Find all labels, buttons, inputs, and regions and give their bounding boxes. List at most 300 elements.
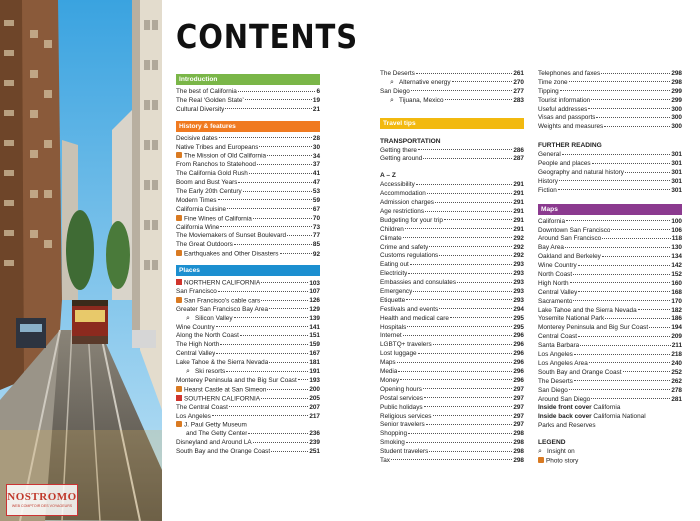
- dot-leader: [623, 371, 671, 372]
- toc-entry-title: [380, 297, 405, 306]
- toc-entry-page: 194: [671, 324, 682, 332]
- photo-story-icon: [176, 297, 182, 303]
- toc-entry-text: Santa Barbara: [538, 342, 580, 350]
- toc-entry-title: [176, 144, 258, 153]
- toc-entry[interactable]: [538, 151, 682, 160]
- toc-entry[interactable]: [176, 106, 320, 115]
- toc-entry[interactable]: [176, 161, 320, 170]
- toc-entry-page: 291: [513, 208, 524, 216]
- photo-story-icon: [176, 215, 182, 221]
- toc-entry[interactable]: [380, 404, 524, 413]
- toc-entry-text: Eating out: [380, 261, 409, 269]
- toc-entry-text: Fine Wines of California: [184, 215, 252, 223]
- toc-entry[interactable]: [538, 253, 682, 262]
- toc-entry[interactable]: [176, 332, 320, 341]
- toc-entry[interactable]: [176, 341, 320, 350]
- dot-leader: [407, 326, 512, 327]
- toc-entry-page: 301: [671, 160, 682, 168]
- dot-leader: [229, 406, 308, 407]
- dot-leader: [226, 371, 308, 372]
- toc-entry[interactable]: [538, 289, 682, 298]
- section-heading-travel-tips: Travel tips: [380, 118, 524, 129]
- toc-entry[interactable]: [380, 217, 524, 226]
- toc-entry-title: [380, 261, 409, 270]
- dot-leader: [398, 371, 512, 372]
- toc-entry[interactable]: [538, 106, 682, 115]
- toc-entry[interactable]: [538, 88, 682, 97]
- toc-entry-page: 295: [513, 314, 524, 322]
- toc-entry[interactable]: [176, 152, 320, 161]
- toc-entry-title: [176, 188, 242, 197]
- dot-leader: [425, 211, 512, 212]
- toc-entry[interactable]: [538, 360, 682, 369]
- toc-entry[interactable]: [176, 206, 320, 215]
- toc-entry[interactable]: [538, 280, 682, 289]
- toc-entry[interactable]: [176, 250, 320, 259]
- toc-entry[interactable]: [380, 190, 524, 199]
- toc-entry-page: 59: [312, 196, 320, 204]
- toc-entry-text: Money: [380, 376, 400, 384]
- toc-entry-text: Sacramento: [538, 297, 573, 305]
- toc-entry-text: The Deserts: [538, 377, 573, 385]
- toc-entry-text: Native Tribes and Europeans: [176, 143, 259, 151]
- toc-entry[interactable]: [176, 324, 320, 333]
- toc-entry[interactable]: [380, 413, 524, 422]
- toc-entry-text: Los Angeles Area: [538, 359, 588, 367]
- toc-entry-text: The Moviemakers of Sunset Boulevard: [176, 232, 287, 240]
- toc-entry-title: [538, 396, 590, 405]
- toc-entry[interactable]: [538, 271, 682, 280]
- section-heading-introduction: Introduction: [176, 74, 320, 85]
- toc-entry[interactable]: [176, 439, 320, 448]
- toc-entry[interactable]: [176, 386, 320, 395]
- toc-entry-page: 296: [513, 376, 524, 384]
- toc-entry[interactable]: [176, 368, 320, 377]
- dot-leader: [406, 442, 512, 443]
- legend-heading: LEGEND: [538, 439, 566, 447]
- toc-entry-title: [176, 170, 248, 179]
- toc-entry[interactable]: [538, 227, 682, 236]
- toc-entry-title: [186, 430, 247, 439]
- toc-entry-title: [380, 147, 417, 156]
- toc-entry[interactable]: [380, 261, 524, 270]
- toc-entry-title: [186, 315, 233, 324]
- toc-entry-page: 218: [671, 351, 682, 359]
- toc-entry[interactable]: [380, 324, 524, 333]
- toc-entry-page: 292: [513, 252, 524, 260]
- toc-entry[interactable]: [538, 70, 682, 79]
- toc-entry[interactable]: [176, 179, 320, 188]
- toc-entry[interactable]: [176, 377, 320, 386]
- toc-entry-page: 6: [316, 88, 320, 95]
- toc-entry-title: [380, 208, 424, 217]
- toc-entry[interactable]: [538, 315, 682, 324]
- toc-entry[interactable]: [380, 439, 524, 448]
- toc-entry[interactable]: [176, 395, 320, 404]
- toc-entry-page: 205: [309, 395, 320, 403]
- toc-entry-page: 296: [513, 368, 524, 376]
- toc-entry-title: [538, 88, 559, 97]
- toc-entry[interactable]: [538, 298, 682, 307]
- toc-entry[interactable]: [176, 288, 320, 297]
- toc-entry[interactable]: [176, 88, 320, 97]
- dot-leader: [218, 199, 312, 200]
- toc-entry[interactable]: [380, 147, 524, 156]
- introduction-list: [176, 88, 320, 115]
- toc-entry[interactable]: [538, 235, 682, 244]
- dot-leader: [591, 99, 670, 100]
- toc-entry-page: 293: [513, 261, 524, 269]
- dot-leader: [589, 362, 671, 363]
- toc-entry-text: Emergency: [380, 288, 413, 296]
- toc-entry-title: [380, 288, 412, 297]
- toc-entry-text: North Coast: [538, 271, 573, 279]
- toc-entry-text: Yosemite National Park: [538, 315, 605, 323]
- toc-entry[interactable]: [380, 430, 524, 439]
- dot-leader: [249, 173, 312, 174]
- toc-entry[interactable]: [176, 430, 320, 439]
- dot-leader: [457, 282, 512, 283]
- toc-entry[interactable]: [380, 368, 524, 377]
- toc-entry[interactable]: [176, 448, 320, 457]
- toc-entry[interactable]: [538, 396, 682, 405]
- toc-entry-title: [538, 333, 577, 342]
- toc-entry-page: 151: [309, 332, 320, 340]
- toc-entry[interactable]: [380, 270, 524, 279]
- toc-entry[interactable]: [538, 218, 682, 227]
- toc-entry[interactable]: [380, 155, 524, 164]
- dot-leader: [558, 189, 671, 190]
- toc-entry-text: Central Valley: [176, 350, 216, 358]
- toc-entry-title: [176, 341, 219, 350]
- toc-entry-text: and The Getty Center: [186, 430, 248, 438]
- toc-entry[interactable]: [380, 244, 524, 253]
- toc-entry-title: [380, 332, 402, 341]
- toc-entry[interactable]: [538, 378, 682, 387]
- toc-entry[interactable]: [176, 404, 320, 413]
- toc-entry[interactable]: [380, 457, 524, 466]
- toc-entry[interactable]: [380, 448, 524, 457]
- toc-entry[interactable]: [538, 244, 682, 253]
- toc-entry-page: 291: [513, 199, 524, 207]
- toc-entry[interactable]: [538, 169, 682, 178]
- toc-entry-title: [176, 250, 279, 259]
- toc-entry-text: Geography and natural history: [538, 169, 624, 177]
- toc-entry[interactable]: [538, 187, 682, 196]
- toc-entry-title: [538, 369, 622, 378]
- toc-entry-page: 53: [312, 188, 320, 196]
- dot-leader: [410, 264, 513, 265]
- dot-leader: [227, 208, 312, 209]
- toc-entry-page: 291: [513, 225, 524, 233]
- toc-entry-page: 200: [309, 386, 320, 394]
- dot-leader: [261, 282, 308, 283]
- toc-entry[interactable]: [176, 279, 320, 288]
- toc-entry[interactable]: [176, 306, 320, 315]
- toc-entry[interactable]: [380, 395, 524, 404]
- toc-entry[interactable]: [380, 421, 524, 430]
- toc-entry-page: 252: [671, 368, 682, 376]
- toc-entry-page: 291: [513, 216, 524, 224]
- toc-entry[interactable]: [176, 97, 320, 106]
- dot-leader: [435, 202, 512, 203]
- toc-entry-page: 70: [312, 215, 320, 223]
- toc-entry-page: 37: [312, 161, 320, 169]
- toc-entry[interactable]: [176, 315, 320, 324]
- toc-entry-page: 34: [312, 152, 320, 160]
- toc-entry-title: [538, 227, 610, 236]
- toc-entry[interactable]: [380, 350, 524, 359]
- toc-entry-text: Central Valley: [538, 288, 578, 296]
- toc-entry-page: 92: [312, 250, 320, 258]
- toc-entry-page: 30: [312, 143, 320, 151]
- toc-entry[interactable]: [538, 351, 682, 360]
- toc-entry[interactable]: [538, 333, 682, 342]
- toc-entry[interactable]: [380, 226, 524, 235]
- toc-entry[interactable]: [380, 288, 524, 297]
- toc-entry-title: [538, 253, 601, 262]
- toc-entry-title: [176, 306, 268, 315]
- toc-entry-title: [538, 351, 573, 360]
- toc-entry-title: [176, 161, 256, 170]
- toc-entry[interactable]: [380, 377, 524, 386]
- toc-entry-page: 107: [309, 288, 320, 296]
- dot-leader: [234, 317, 309, 318]
- insight-icon: ⌕: [390, 96, 394, 104]
- toc-entry[interactable]: [538, 369, 682, 378]
- toc-entry-text: The Deserts: [380, 70, 415, 77]
- toc-entry[interactable]: [380, 332, 524, 341]
- toc-entry-page: 170: [671, 297, 682, 305]
- toc-entry-text: History: [538, 177, 558, 185]
- toc-entry[interactable]: [538, 262, 682, 271]
- dot-leader: [267, 389, 308, 390]
- toc-entry-title: [538, 187, 557, 196]
- toc-entry[interactable]: [380, 297, 524, 306]
- toc-entry[interactable]: [380, 359, 524, 368]
- toc-entry-title: [538, 324, 648, 333]
- photo-story-icon: [176, 421, 182, 427]
- toc-entry[interactable]: [538, 123, 682, 132]
- section-heading-places: Places: [176, 265, 320, 276]
- toc-entry-text: San Francisco’s cable cars: [184, 297, 261, 305]
- cover-note-text: California National Parks and Reserves: [538, 413, 646, 430]
- toc-entry-page: 281: [671, 395, 682, 403]
- toc-entry-title: [380, 226, 404, 235]
- toc-entry[interactable]: [176, 224, 320, 233]
- toc-entry-title: [380, 306, 438, 315]
- toc-entry-page: 301: [671, 177, 682, 185]
- toc-entry-text: Climate: [380, 234, 402, 242]
- dot-leader: [605, 318, 670, 319]
- toc-column-3: [538, 70, 682, 466]
- subheading-transportation: TRANSPORTATION: [380, 137, 441, 145]
- toc-entry-text: Boom and Bust Years: [176, 179, 238, 187]
- dot-leader: [602, 256, 670, 257]
- toc-entry-title: [176, 404, 228, 413]
- dot-leader: [596, 117, 670, 118]
- toc-entry-page: 141: [309, 323, 320, 331]
- toc-entry[interactable]: [176, 359, 320, 368]
- toc-entry[interactable]: [380, 208, 524, 217]
- toc-entry-page: 301: [671, 169, 682, 177]
- dot-leader: [418, 149, 512, 150]
- dot-leader: [569, 81, 671, 82]
- toc-entry[interactable]: [176, 297, 320, 306]
- toc-entry-title: [380, 413, 432, 422]
- dot-leader: [298, 379, 309, 380]
- toc-entry[interactable]: [176, 350, 320, 359]
- toc-entry-text: South Bay and the Orange Coast: [176, 448, 271, 456]
- toc-entry[interactable]: [176, 170, 320, 179]
- toc-entry[interactable]: [380, 70, 524, 79]
- toc-entry-text: People and places: [538, 160, 591, 168]
- toc-entry-title: [380, 279, 456, 288]
- toc-entry-title: [380, 350, 417, 359]
- dot-leader: [253, 218, 312, 219]
- toc-entry[interactable]: [176, 188, 320, 197]
- subheading-further-reading: FURTHER READING: [538, 142, 602, 150]
- toc-entry-title: [380, 235, 402, 244]
- dot-leader: [267, 155, 312, 156]
- dot-leader: [580, 345, 670, 346]
- toc-entry-page: 129: [309, 305, 320, 313]
- toc-entry-text: Fiction: [538, 186, 557, 194]
- toc-entry[interactable]: [176, 144, 320, 153]
- toc-entry-text: Time zone: [538, 78, 568, 86]
- toc-entry-text: From Ranchos to Statehood: [176, 161, 256, 169]
- dot-leader: [269, 308, 308, 309]
- dot-leader: [638, 309, 671, 310]
- dot-leader: [424, 397, 512, 398]
- toc-entry-page: 297: [513, 421, 524, 429]
- toc-entry-text: Maps: [380, 359, 396, 367]
- toc-entry[interactable]: [538, 160, 682, 169]
- cover-note-label: Inside back cover: [538, 413, 592, 421]
- toc-entry-page: 298: [513, 456, 524, 464]
- toc-entry-text: Getting around: [380, 155, 423, 163]
- toc-entry-page: 300: [671, 123, 682, 131]
- toc-entry[interactable]: [380, 97, 524, 106]
- toc-column-1: [176, 72, 320, 457]
- toc-entry-title: [176, 97, 244, 106]
- insight-icon: ⌕: [186, 368, 190, 376]
- toc-entry-page: 293: [513, 288, 524, 296]
- dot-leader: [588, 108, 670, 109]
- toc-entry-page: 300: [671, 105, 682, 113]
- toc-entry-title: [176, 197, 217, 206]
- toc-entry[interactable]: [380, 306, 524, 315]
- section-heading-maps: Maps: [538, 204, 682, 215]
- toc-entry-page: 300: [671, 114, 682, 122]
- toc-entry[interactable]: [538, 79, 682, 88]
- toc-entry[interactable]: [380, 79, 524, 88]
- dot-leader: [429, 246, 512, 247]
- toc-entry-text: Electricity: [380, 270, 408, 278]
- toc-entry[interactable]: [380, 386, 524, 395]
- toc-entry[interactable]: [538, 178, 682, 187]
- dot-leader: [219, 137, 312, 138]
- dot-leader: [248, 433, 308, 434]
- toc-entry-text: Lake Tahoe and the Sierra Nevada: [538, 306, 637, 314]
- toc-entry-page: 294: [513, 305, 524, 313]
- toc-entry-text: Admission charges: [380, 199, 434, 207]
- toc-entry-page: 295: [513, 323, 524, 331]
- toc-entry-page: 292: [513, 243, 524, 251]
- toc-entry-page: 297: [513, 394, 524, 402]
- toc-entry-text: Senior travelers: [380, 421, 425, 429]
- toc-entry-page: 291: [513, 181, 524, 189]
- toc-entry-text: Oakland and Berkeley: [538, 253, 601, 261]
- toc-entry-text: The Great Outdoors: [176, 241, 233, 249]
- photo-story-icon: [538, 457, 544, 463]
- toc-entry-page: 261: [513, 70, 524, 77]
- dot-leader: [578, 265, 671, 266]
- toc-entry[interactable]: [176, 215, 320, 224]
- toc-entry[interactable]: [380, 341, 524, 350]
- toc-entry[interactable]: [538, 324, 682, 333]
- dot-leader: [220, 226, 312, 227]
- toc-entry-title: [538, 114, 595, 123]
- toc-entry-title: [380, 181, 415, 190]
- toc-entry-page: 19: [312, 96, 320, 104]
- toc-entry-title: [176, 377, 297, 386]
- toc-entry[interactable]: [380, 279, 524, 288]
- toc-entry[interactable]: [538, 307, 682, 316]
- dot-leader: [427, 193, 513, 194]
- toc-entry-text: Visas and passports: [538, 114, 596, 122]
- toc-entry-page: 181: [309, 359, 320, 367]
- toc-entry[interactable]: [176, 135, 320, 144]
- toc-entry[interactable]: [538, 114, 682, 123]
- toc-entry-title: [380, 270, 407, 279]
- toc-entry[interactable]: [380, 181, 524, 190]
- dot-leader: [450, 317, 512, 318]
- toc-entry-text: The Real ‘Golden State’: [176, 96, 244, 104]
- toc-entry[interactable]: [538, 342, 682, 351]
- insight-icon: ⌕: [538, 448, 542, 456]
- toc-entry-text: The High North: [176, 341, 220, 349]
- toc-entry-page: 217: [309, 412, 320, 420]
- dot-leader: [261, 398, 308, 399]
- toc-entry[interactable]: [538, 387, 682, 396]
- dot-leader: [225, 108, 312, 109]
- toc-entry[interactable]: [176, 421, 320, 430]
- cover-note: [538, 404, 682, 413]
- toc-entry[interactable]: [380, 252, 524, 261]
- toc-entry[interactable]: [380, 235, 524, 244]
- dot-leader: [574, 380, 671, 381]
- toc-entry[interactable]: [176, 413, 320, 422]
- toc-entry[interactable]: [380, 88, 524, 97]
- toc-entry[interactable]: [176, 197, 320, 206]
- toc-entry-page: 297: [513, 385, 524, 393]
- toc-entry[interactable]: [538, 97, 682, 106]
- dot-leader: [439, 255, 512, 256]
- toc-entry[interactable]: [380, 199, 524, 208]
- toc-entry-title: [538, 298, 572, 307]
- toc-entry-title: [176, 350, 215, 359]
- toc-entry-text: Tourist information: [538, 96, 591, 104]
- toc-entry-page: 293: [513, 279, 524, 287]
- toc-entry-title: [538, 70, 600, 79]
- legend-text: Insight on: [547, 448, 575, 456]
- toc-entry[interactable]: [176, 241, 320, 250]
- toc-entry-text: The Central Coast: [176, 403, 228, 411]
- toc-entry[interactable]: [176, 232, 320, 241]
- toc-entry[interactable]: [380, 315, 524, 324]
- toc-entry-text: Around San Francisco: [538, 235, 602, 243]
